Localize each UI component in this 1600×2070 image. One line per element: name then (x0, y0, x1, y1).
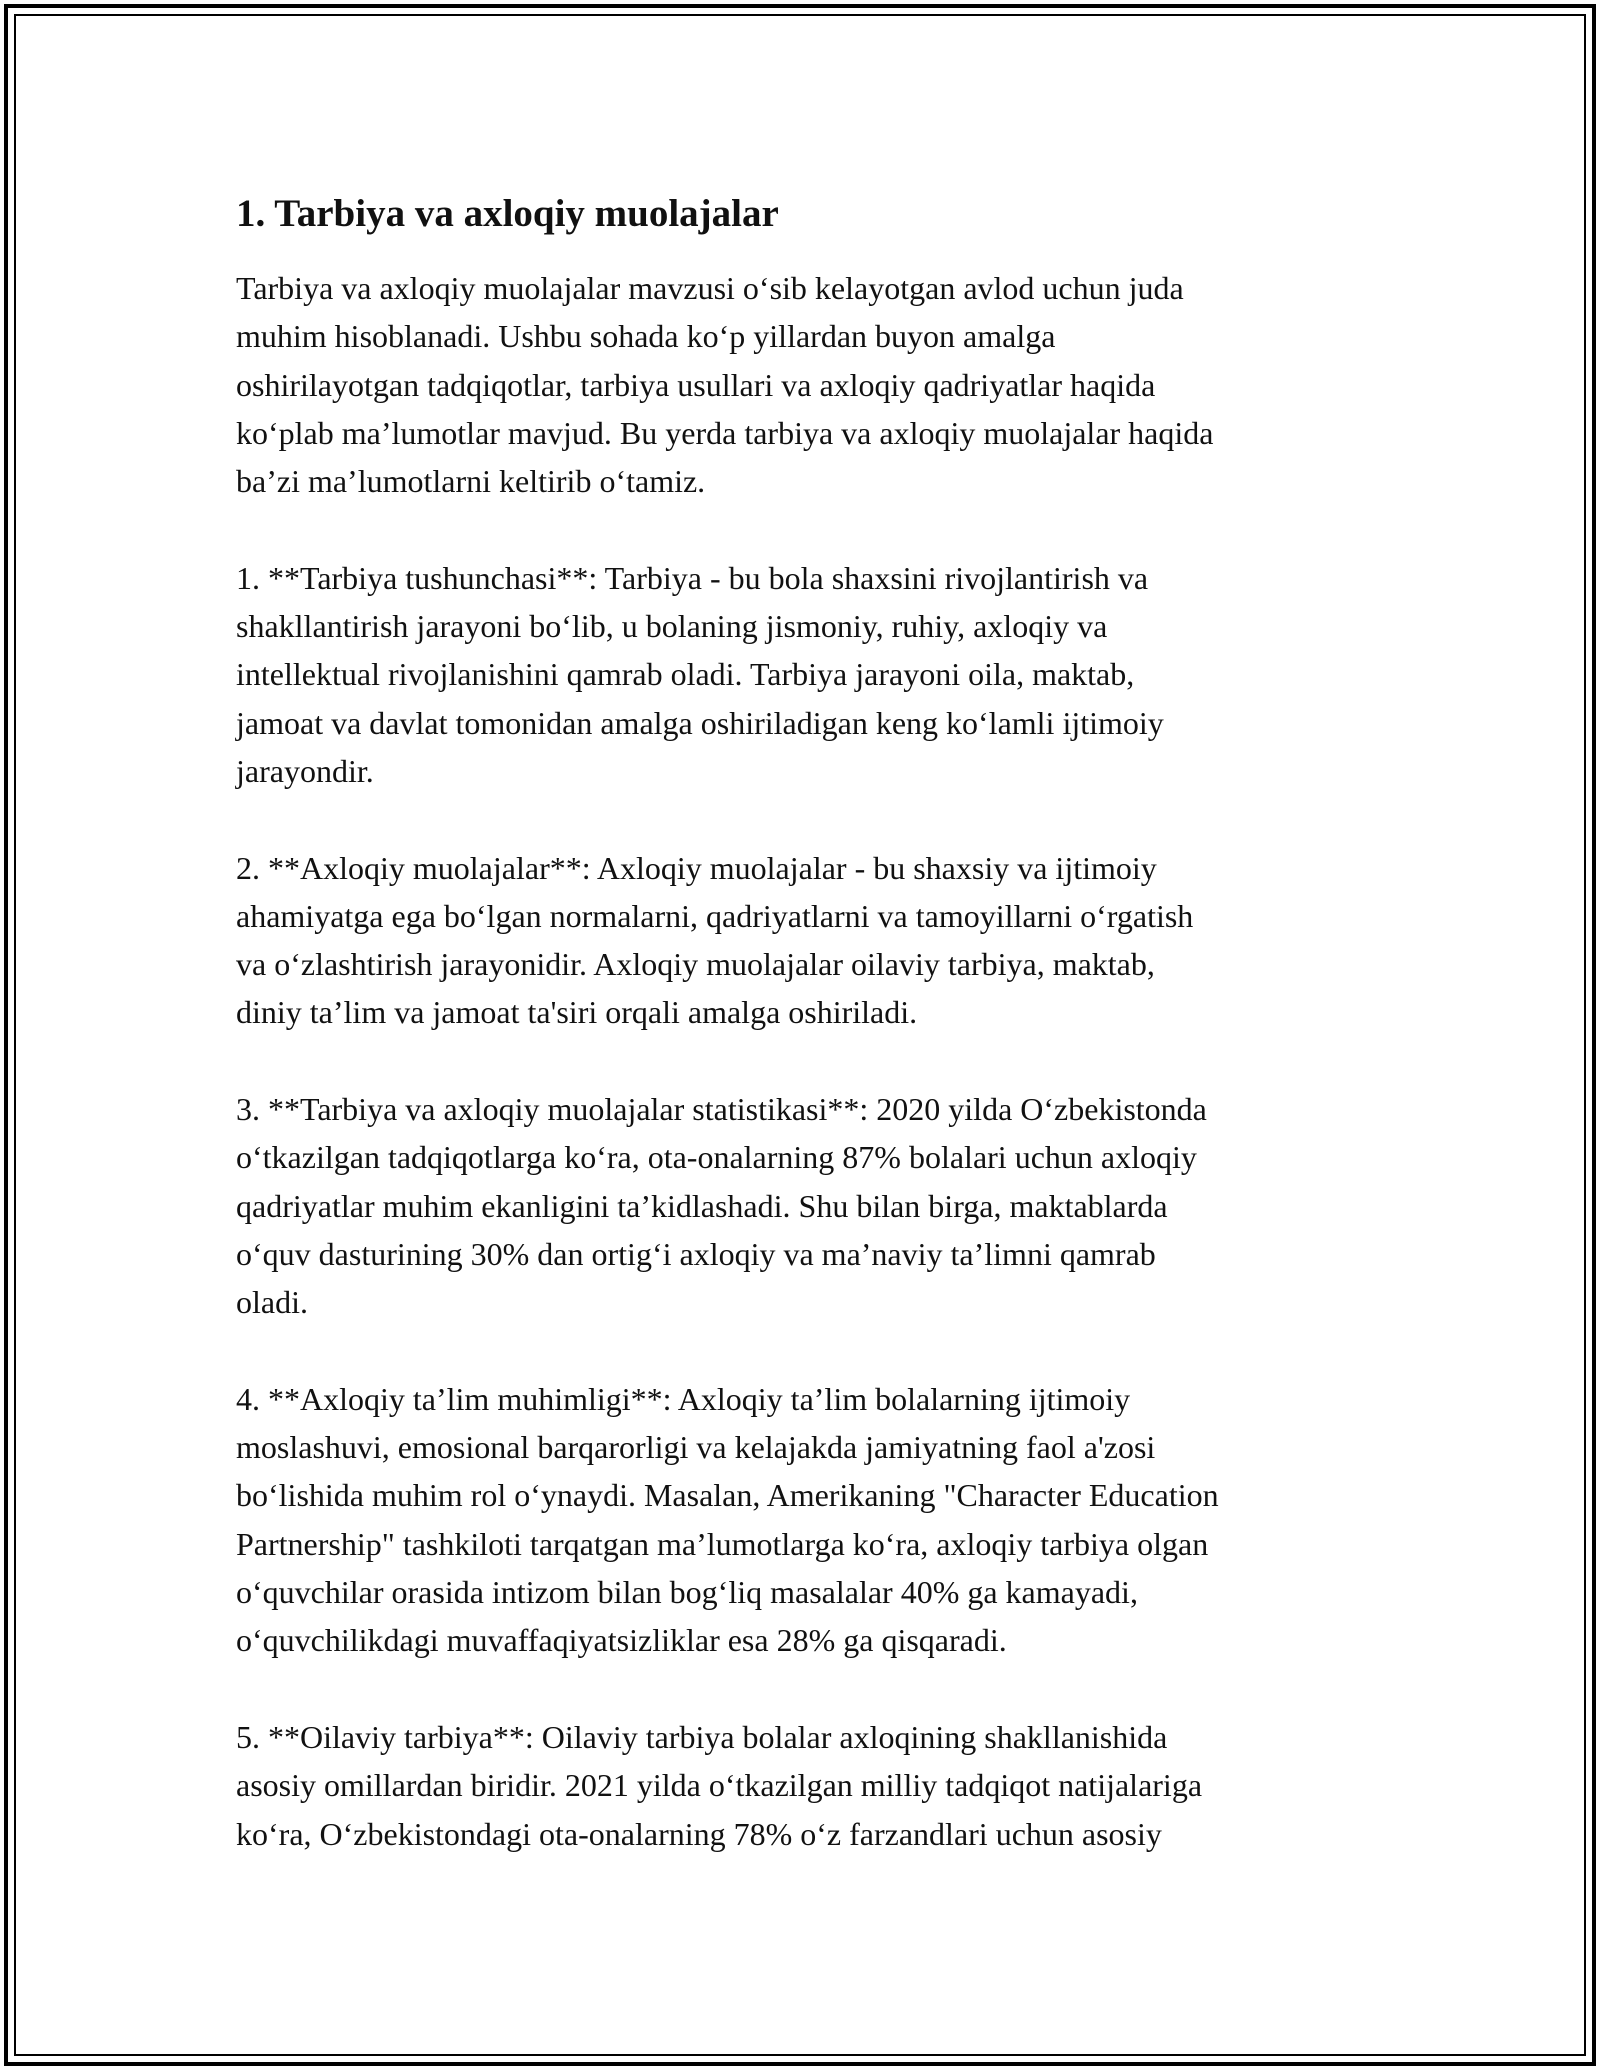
text-line: asosiy omillardan biridir. 2021 yilda oʻtkazilgan milliy tadqiqot natijalariga (236, 1767, 1203, 1804)
text-line: oʻtkazilgan tadqiqotlarga koʻra, ota-onalarning 87% bolalari uchun axloqiy (236, 1139, 1197, 1176)
text-line: intellektual rivojlanishini qamrab oladi. Tarbiya jarayoni oila, maktab, (236, 656, 1135, 693)
text-line: ahamiyatga ega boʻlgan normalarni, qadriyatlarni va tamoyillarni oʻrgatish (236, 897, 1194, 934)
text-line: qadriyatlar muhim ekanligini taʼkidlashadi. Shu bilan birga, maktablarda (236, 1187, 1168, 1224)
text-line: koʻplab maʼlumotlar mavjud. Bu yerda tarbiya va axloqiy muolajalar haqida (236, 414, 1214, 451)
text-line: moslashuvi, emosional barqarorligi va kelajakda jamiyatning faol a'zosi (236, 1429, 1156, 1466)
text-line: koʻra, Oʻzbekistondagi ota-onalarning 78% oʻz farzandlari uchun asosiy (236, 1815, 1162, 1852)
text-line: oʻquv dasturining 30% dan ortigʻi axloqiy va maʼnaviy taʼlimni qamrab (236, 1235, 1156, 1272)
section-heading: 1. Tarbiya va axloqiy muolajalar (236, 192, 779, 235)
text-line: boʻlishida muhim rol oʻynaydi. Masalan, Amerikaning "Character Education (236, 1477, 1219, 1514)
text-line: Tarbiya va axloqiy muolajalar mavzusi oʻsib kelayotgan avlod uchun juda (236, 270, 1184, 306)
text-line: 3. **Tarbiya va axloqiy muolajalar statistikasi**: 2020 yilda Oʻzbekistonda (236, 1091, 1207, 1128)
text-line: 1. **Tarbiya tushunchasi**: Tarbiya - bu bola shaxsini rivojlantirish va (236, 559, 1149, 596)
text-line: va oʻzlashtirish jarayonidir. Axloqiy muolajalar oilaviy tarbiya, maktab, (236, 946, 1155, 983)
text-line: oʻquvchilikdagi muvaffaqiyatsizliklar esa 28% ga qisqaradi. (236, 1622, 1007, 1659)
document-body (236, 186, 1386, 1906)
text-line: Partnership" tashkiloti tarqatgan maʼlumotlarga koʻra, axloqiy tarbiya olgan (236, 1525, 1209, 1562)
paragraph-item-3 (236, 1085, 1386, 1326)
paragraph-item-2 (236, 844, 1386, 1037)
text-line: 2. **Axloqiy muolajalar**: Axloqiy muolajalar - bu shaxsiy va ijtimoiy (236, 849, 1157, 886)
text-line: muhim hisoblanadi. Ushbu sohada koʻp yillardan buyon amalga (236, 318, 1056, 355)
text-line: oshirilayotgan tadqiqotlar, tarbiya usullari va axloqiy qadriyatlar haqida (236, 366, 1156, 403)
paragraph-item-4 (236, 1375, 1386, 1665)
paragraph-item-1 (236, 554, 1386, 795)
text-line: jamoat va davlat tomonidan amalga oshiriladigan keng koʻlamli ijtimoiy (236, 704, 1164, 741)
text-line: oʻquvchilar orasida intizom bilan bogʻliq masalalar 40% ga kamayadi, (236, 1574, 1138, 1611)
text-line: 4. **Axloqiy taʼlim muhimligi**: Axloqiy taʼlim bolalarning ijtimoiy (236, 1380, 1131, 1417)
text-line: shakllantirish jarayoni boʻlib, u bolaning jismoniy, ruhiy, axloqiy va (236, 608, 1108, 645)
text-line: jarayondir. (236, 752, 374, 789)
paragraph-intro (236, 264, 1386, 505)
text-line: diniy taʼlim va jamoat ta'siri orqali amalga oshiriladi. (236, 994, 918, 1031)
text-line: baʼzi maʼlumotlarni keltirib oʻtamiz. (236, 463, 706, 500)
text-line: oladi. (236, 1284, 308, 1321)
text-line: 5. **Oilaviy tarbiya**: Oilaviy tarbiya bolalar axloqining shakllanishida (236, 1718, 1168, 1755)
paragraph-item-5 (236, 1713, 1386, 1858)
